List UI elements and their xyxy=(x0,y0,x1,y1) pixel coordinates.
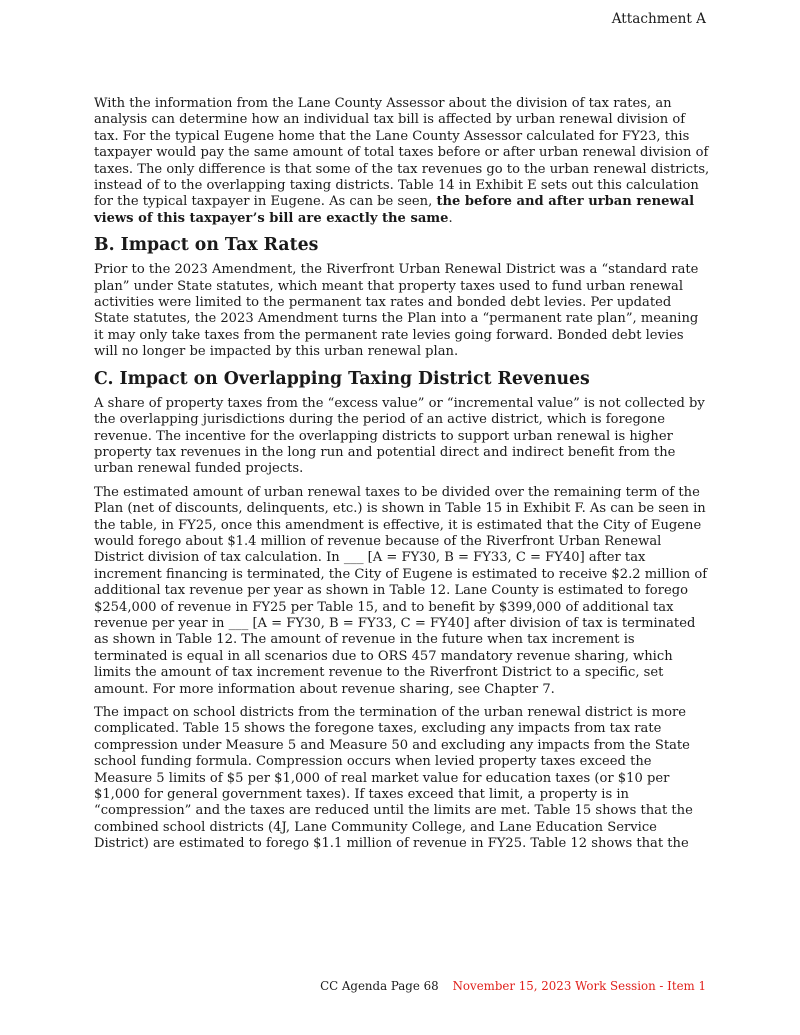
page-footer xyxy=(320,979,706,993)
intro-text: With the information from the Lane County Assessor about the division of tax rates, an analysis can determine how an individual tax bill is affected by urban renewal division of tax. For the typical Eugene home that the Lane County Assessor calculated for FY23, this taxpayer would pay the same amount of total taxes before or after urban renewal division of taxes. The only difference is that some of the tax revenues go to the urban renewal districts, instead of to the overlapping taxing districts. Table 14 in Exhibit E sets out this calculation for the typical taxpayer in Eugene. As can be seen, xyxy=(94,96,710,210)
work-session-label: November 15, 2023 Work Session - Item 1 xyxy=(452,979,706,993)
intro-bold-text: the before and after urban renewal views of this taxpayer’s bill are exactly the same xyxy=(94,194,695,226)
section-b-paragraph: Prior to the 2023 Amendment, the Riverfront Urban Renewal District was a “standard rate plan” under State statutes, which meant that property taxes used to fund urban renewal activities were limited to the permanent tax rates and bonded debt levies. Per updated State statutes, the 2023 Amendment turns the Plan into a “permanent rate plan”, meaning it may only take taxes from the permanent rate levies going forward. Bonded debt levies will no longer be impacted by this urban renewal plan. xyxy=(94,262,699,360)
document-body xyxy=(94,96,710,860)
intro-end: . xyxy=(448,210,453,226)
intro-paragraph xyxy=(94,96,710,227)
section-b-heading: B. Impact on Tax Rates xyxy=(94,235,319,256)
section-c-paragraph-2: The estimated amount of urban renewal taxes to be divided over the remaining term of the Plan (net of discounts, delinquents, etc.) is shown in Table 15 in Exhibit F. As can be seen in the table, in FY25, once this amendment is effective, it is estimated that the City of Eugene would forego about $1.4 million of revenue because of the Riverfront Urban Renewal District division of tax calculation. In ___ [A = FY30, B = FY33, C = FY40] after tax increment financing is terminated, the City of Eugene is estimated to receive $2.2 million of additional tax revenue per year as shown in Table 12. Lane County is estimated to forego $254,000 of revenue in FY25 per Table 15, and to benefit by $399,000 of additional tax revenue per year in ___ [A = FY30, B = FY33, C = FY40] after division of tax is terminated as shown in Table 12. The amount of revenue in the future when tax increment is terminated is equal in all scenarios due to ORS 457 mandatory revenue sharing, which limits the amount of tax increment revenue to the Riverfront District to a specific, set amount. For more information about revenue sharing, see Chapter 7. xyxy=(94,484,708,697)
section-c-heading: C. Impact on Overlapping Taxing District Revenues xyxy=(94,368,590,389)
section-c-paragraph-3: The impact on school districts from the termination of the urban renewal district is more complicated. Table 15 shows the foregone taxes, excluding any impacts from tax rate compression under Measure 5 and Measure 50 and excluding any impacts from the State school funding formula. Compression occurs when levied property taxes exceed the Measure 5 limits of $5 per $1,000 of real market value for education taxes (or $10 per $1,000 for general government taxes). If taxes exceed that limit, a property is in “compression” and the taxes are reduced until the limits are met. Table 15 shows that the combined school districts (4J, Lane Community College, and Lane Education Service District) are estimated to forego $1.1 million of revenue in FY25. Table 12 shows that the xyxy=(94,705,693,852)
agenda-page-label: CC Agenda Page 68 xyxy=(320,979,439,993)
section-c-paragraph-1: A share of property taxes from the “excess value” or “incremental value” is not collected by the overlapping jurisdictions during the period of an active district, which is foregone revenue. The incentive for the overlapping districts to support urban renewal is higher property tax revenues in the long run and potential direct and indirect benefit from the urban renewal funded projects. xyxy=(94,395,705,477)
attachment-label: Attachment A xyxy=(611,11,706,27)
